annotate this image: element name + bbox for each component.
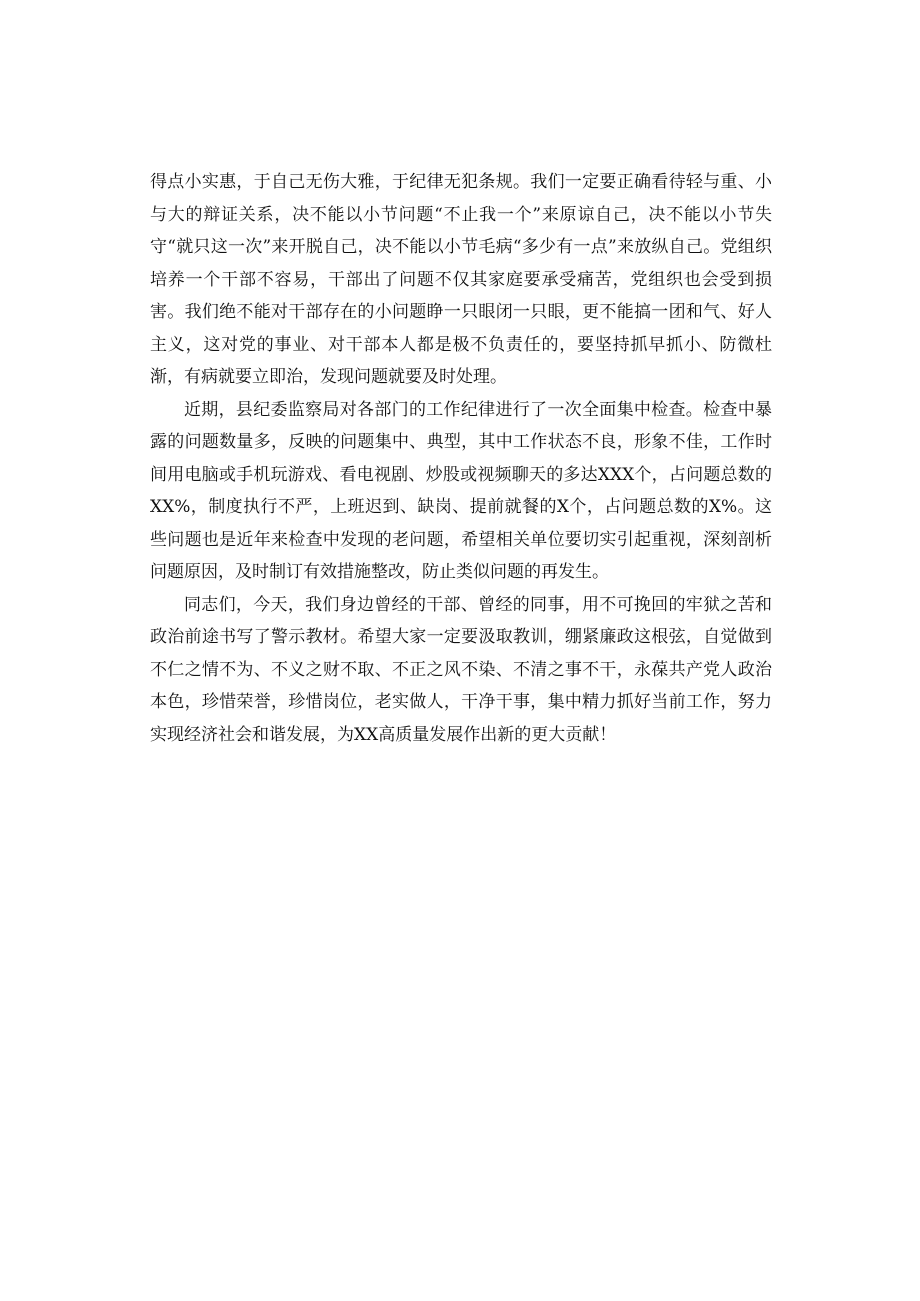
document-body (150, 166, 772, 751)
paragraph-closing: 同志们，今天，我们身边曾经的干部、曾经的同事，用不可挽回的牢狱之苦和政治前途书写了警示教材。希望大家一定要汲取教训，绷紧廉政这根弦，自觉做到不仁之情不为、不义之财不取、不正之风不染、不清之事不干，永葆共产党人政治本色，珍惜荣誉，珍惜岗位，老实做人，干净干事，集中精力抓好当前工作，努力实现经济社会和谐发展，为XX高质量发展作出新的更大贡献！ (150, 594, 772, 745)
paragraph-continuation: 得点小实惠，于自己无伤大雅，于纪律无犯条规。我们一定要正确看待轻与重、小与大的辩证关系，决不能以小节问题“不止我一个”来原谅自己，决不能以小节失守“就只这一次”来开脱自己，决不能以小节毛病“多少有一点”来放纵自己。党组织培养一个干部不容易，干部出了问题不仅其家庭要承受痛苦，党组织也会受到损害。我们绝不能对干部存在的小问题睁一只眼闭一只眼，更不能搞一团和气、好人主义，这对党的事业、对干部本人都是极不负责任的，要坚持抓早抓小、防微杜渐，有病就要立即治，发现问题就要及时处理。 (150, 172, 772, 387)
paragraph-inspection: 近期，县纪委监察局对各部门的工作纪律进行了一次全面集中检查。检查中暴露的问题数量多，反映的问题集中、典型，其中工作状态不良，形象不佳，工作时间用电脑或手机玩游戏、看电视剧、炒股或视频聊天的多达XXX个，占问题总数的XX%，制度执行不严，上班迟到、缺岗、提前就餐的X个，占问题总数的X%。这些问题也是近年来检查中发现的老问题，希望相关单位要切实引起重视，深刻剖析问题原因，及时制订有效措施整改，防止类似问题的再发生。 (150, 399, 772, 582)
